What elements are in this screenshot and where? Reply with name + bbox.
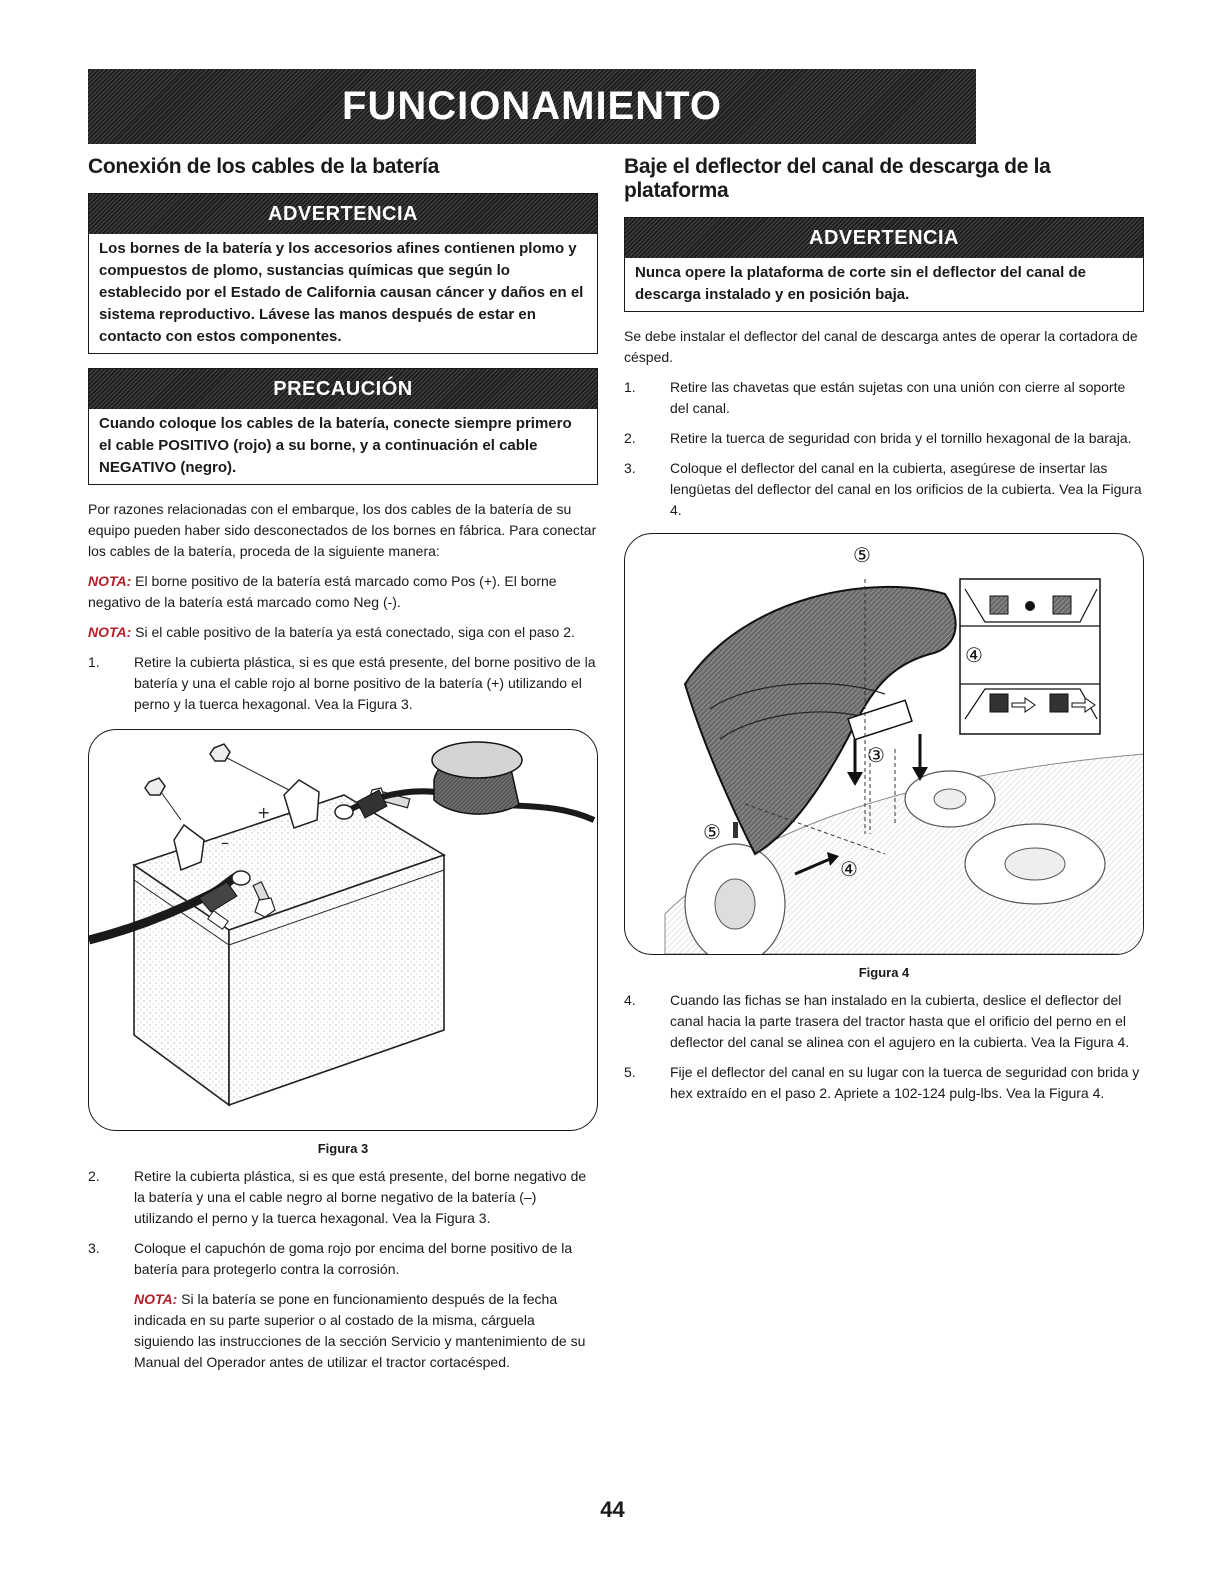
battery-steps-b [88, 1166, 598, 1280]
list-item: 2. Retire la cubierta plástica, si es que está presente, del borne negativo de la batería y una el cable negro al borne negativo de la batería (–) utilizando el perno y la tuerca hexagonal. Vea la Figura 3. [88, 1168, 587, 1226]
figure-4-deflector [624, 533, 1144, 955]
battery-steps-a [88, 652, 598, 715]
warning-text: Los bornes de la batería y los accesorios afines contienen plomo y compuestos de plomo, sustancias químicas que según lo establecido por el Estado de California causan cáncer y daños en el sistema reproductivo. Lávese las manos después de estar en contacto con estos componentes. [99, 240, 584, 345]
battery-warning-box [88, 193, 598, 354]
nota-1-text: El borne positivo de la batería está marcado como Pos (+). El borne negativo de la batería está marcado como Neg (-). [88, 573, 557, 610]
list-item: 1. Retire la cubierta plástica, si es que está presente, del borne positivo de la batería y una el cable rojo al borne positivo de la batería (+) utilizando el perno y la tuerca hexagonal. Vea la Figura 3. [88, 654, 596, 712]
list-item: 4. Cuando las fichas se han instalado en la cubierta, deslice el deflector del canal hacia la parte trasera del tractor hasta que el orificio del perno en el deflector del canal se alinea con el agujero en la cubierta. Vea la Figura 4. [624, 992, 1130, 1050]
list-item: 3. Coloque el capuchón de goma rojo por encima del borne positivo de la batería para protegerlo contra la corrosión. [88, 1240, 573, 1277]
list-item: 1. Retire las chavetas que están sujetas con una unión con cierre al soporte del canal. [624, 379, 1126, 416]
callout-3: ③ [867, 743, 885, 767]
figure-4-caption: Figura 4 [858, 965, 910, 980]
callout-5: ⑤ [703, 820, 721, 844]
figure-3-caption: Figura 3 [317, 1141, 369, 1156]
deflector-heading: Baje el deflector del canal de descarga de la plataforma [624, 155, 1051, 202]
battery-illustration [89, 730, 598, 1130]
callout-4: ④ [965, 643, 983, 667]
battery-heading: Conexión de los cables de la batería [88, 155, 439, 178]
warning-header [89, 194, 597, 234]
warning-title: ADVERTENCIA [809, 226, 959, 249]
deflector-warning-box [624, 217, 1144, 312]
right-column [624, 155, 1144, 1113]
nota-3 [88, 1289, 598, 1373]
battery-intro: Por razones relacionadas con el embarque, los dos cables de la batería de su equipo pueden haber sido desconectados de los bornes en fábrica. Para conectar los cables de la batería, proceda de la siguiente manera: [88, 501, 597, 559]
callout-4: ④ [840, 857, 858, 881]
rubber-boot [432, 742, 522, 814]
deflector-illustration [625, 534, 1144, 954]
caution-text: Cuando coloque los cables de la batería, conecte siempre primero el cable POSITIVO (rojo) a su borne, y a continuación el cable NEGATIVO (negro). [99, 415, 572, 476]
page-number: 44 [600, 1497, 625, 1522]
deflector-steps-b [624, 990, 1144, 1104]
figure-3-battery [88, 729, 598, 1131]
caution-header [89, 369, 597, 409]
nota-label: NOTA: [134, 1291, 178, 1307]
nota-label: NOTA: [88, 573, 132, 589]
nota-label: NOTA: [88, 624, 132, 640]
left-column [88, 155, 598, 1382]
warning-header [625, 218, 1143, 258]
caution-box [88, 368, 598, 485]
hex-bolt [733, 822, 738, 838]
deflector-intro: Se debe instalar el deflector del canal de descarga antes de operar la cortadora de césped. [624, 328, 1138, 365]
section-banner [88, 69, 976, 144]
nota-2 [88, 622, 598, 643]
list-item: 3. Coloque el deflector del canal en la cubierta, asegúrese de insertar las lengüetas del deflector del canal en los orificios de la cubierta. Vea la Figura 4. [624, 460, 1142, 518]
nota-3-text: Si la batería se pone en funcionamiento después de la fecha indicada en su parte superior o al costado de la misma, cárguela siguiendo las instrucciones de la sección Servicio y mantenimiento de su Manual del Operador antes de utilizar el tractor cortacésped. [134, 1291, 586, 1370]
warning-text: Nunca opere la plataforma de corte sin el deflector del canal de descarga instalado y en posición baja. [635, 264, 1086, 303]
deflector-steps-a [624, 377, 1144, 521]
section-title: FUNCIONAMIENTO [342, 84, 722, 128]
nota-2-text: Si el cable positivo de la batería ya está conectado, siga con el paso 2. [131, 624, 575, 640]
svg-text:–: – [221, 833, 229, 852]
caution-title: PRECAUCIÓN [273, 377, 413, 400]
hex-nut [145, 778, 165, 795]
warning-title: ADVERTENCIA [268, 202, 418, 225]
nota-1 [88, 571, 598, 613]
list-item: 2. Retire la tuerca de seguridad con brida y el tornillo hexagonal de la baraja. [624, 430, 1132, 446]
list-item: 5. Fije el deflector del canal en su lugar con la tuerca de seguridad con brida y hex extraído en el paso 2. Apriete a 102-124 pulg-lbs. Vea la Figura 4. [624, 1064, 1140, 1101]
callout-5: ⑤ [853, 543, 871, 567]
svg-text:+: + [257, 803, 271, 822]
